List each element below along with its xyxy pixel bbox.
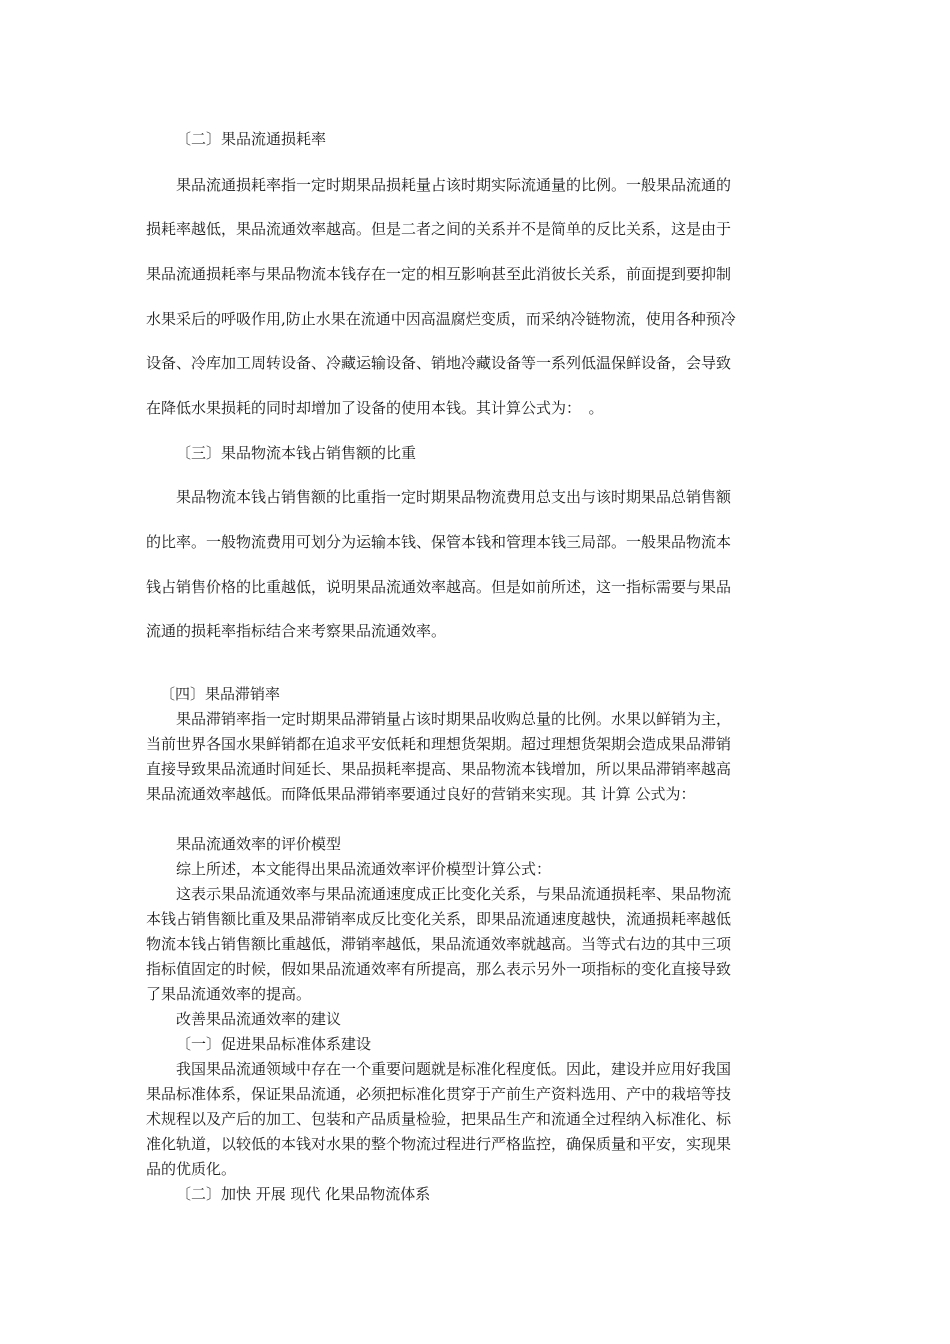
- paragraph-line: 的比率。一般物流费用可划分为运输本钱、保管本钱和管理本钱三局部。一般果品物流本: [146, 533, 732, 551]
- paragraph-line: 指标值固定的时候，假如果品流通效率有所提高，那么表示另外一项指标的变化直接导致: [146, 960, 732, 978]
- paragraph-line: 果品物流本钱占销售额的比重指一定时期果品物流费用总支出与该时期果品总销售额: [176, 488, 732, 506]
- paragraph-line: 术规程以及产后的加工、包装和产品质量检验，把果品生产和流通全过程纳入标准化、标: [146, 1110, 732, 1128]
- paragraph-line: 钱占销售价格的比重越低，说明果品流通效率越高。但是如前所述，这一指标需要与果品: [146, 578, 732, 596]
- paragraph-line: 直接导致果品流通时间延长、果品损耗率提高、果品物流本钱增加，所以果品滞销率越高: [146, 760, 732, 778]
- paragraph-line: 本钱占销售额比重及果品滞销率成反比变化关系，即果品流通速度越快，流通损耗率越低: [146, 910, 732, 928]
- section-heading: 〔三〕果品物流本钱占销售额的比重: [176, 444, 417, 462]
- paragraph-line: 当前世界各国水果鲜销都在追求平安低耗和理想货架期。超过理想货架期会造成果品滞销: [146, 735, 732, 753]
- paragraph-line: 流通的损耗率指标结合来考察果品流通效率。: [146, 622, 447, 640]
- subsection-heading: 〔二〕加快 开展 现代 化果品物流体系: [176, 1185, 431, 1203]
- paragraph-line: 水果采后的呼吸作用,防止水果在流通中因高温腐烂变质，而采纳冷链物流，使用各种预冷: [146, 310, 736, 328]
- paragraph-line: 物流本钱占销售额比重越低，滞销率越低，果品流通效率就越高。当等式右边的其中三项: [146, 935, 732, 953]
- paragraph-line: 损耗率越低，果品流通效率越高。但是二者之间的关系并不是简单的反比关系，这是由于: [146, 220, 732, 238]
- paragraph-line: 果品标准体系，保证果品流通，必须把标准化贯穿于产前生产资料选用、产中的栽培等技: [146, 1085, 732, 1103]
- section-heading: 改善果品流通效率的建议: [176, 1010, 342, 1028]
- paragraph-line: 准化轨道，以较低的本钱对水果的整个物流过程进行严格监控，确保质量和平安，实现果: [146, 1135, 732, 1153]
- paragraph-line: 我国果品流通领域中存在一个重要问题就是标准化程度低。因此，建设并应用好我国: [176, 1060, 732, 1078]
- paragraph-line: 综上所述，本文能得出果品流通效率评价模型计算公式：: [176, 860, 552, 878]
- paragraph-line: 果品流通损耗率指一定时期果品损耗量占该时期实际流通量的比例。一般果品流通的: [176, 176, 732, 194]
- paragraph-line: 果品流通效率越低。而降低果品滞销率要通过良好的营销来实现。其 计算 公式为：: [146, 785, 696, 803]
- section-heading: 〔二〕果品流通损耗率: [176, 130, 327, 148]
- paragraph-line: 设备、冷库加工周转设备、冷藏运输设备、销地冷藏设备等一系列低温保鲜设备，会导致: [146, 354, 732, 372]
- paragraph-line: 品的优质化。: [146, 1160, 237, 1178]
- paragraph-line: 这表示果品流通效率与果品流通速度成正比变化关系，与果品流通损耗率、果品物流: [176, 885, 732, 903]
- subsection-heading: 〔一〕促进果品标准体系建设: [176, 1035, 372, 1053]
- paragraph-line: 了果品流通效率的提高。: [146, 985, 312, 1003]
- paragraph-line: 果品滞销率指一定时期果品滞销量占该时期果品收购总量的比例。水果以鲜销为主，: [176, 710, 732, 728]
- section-heading: 〔四〕果品滞销率: [160, 685, 281, 703]
- paragraph-line: 果品流通损耗率与果品物流本钱存在一定的相互影响甚至此消彼长关系，前面提到要抑制: [146, 265, 732, 283]
- section-heading: 果品流通效率的评价模型: [176, 835, 342, 853]
- paragraph-line: 在降低水果损耗的同时却增加了设备的使用本钱。其计算公式为： 。: [146, 399, 604, 417]
